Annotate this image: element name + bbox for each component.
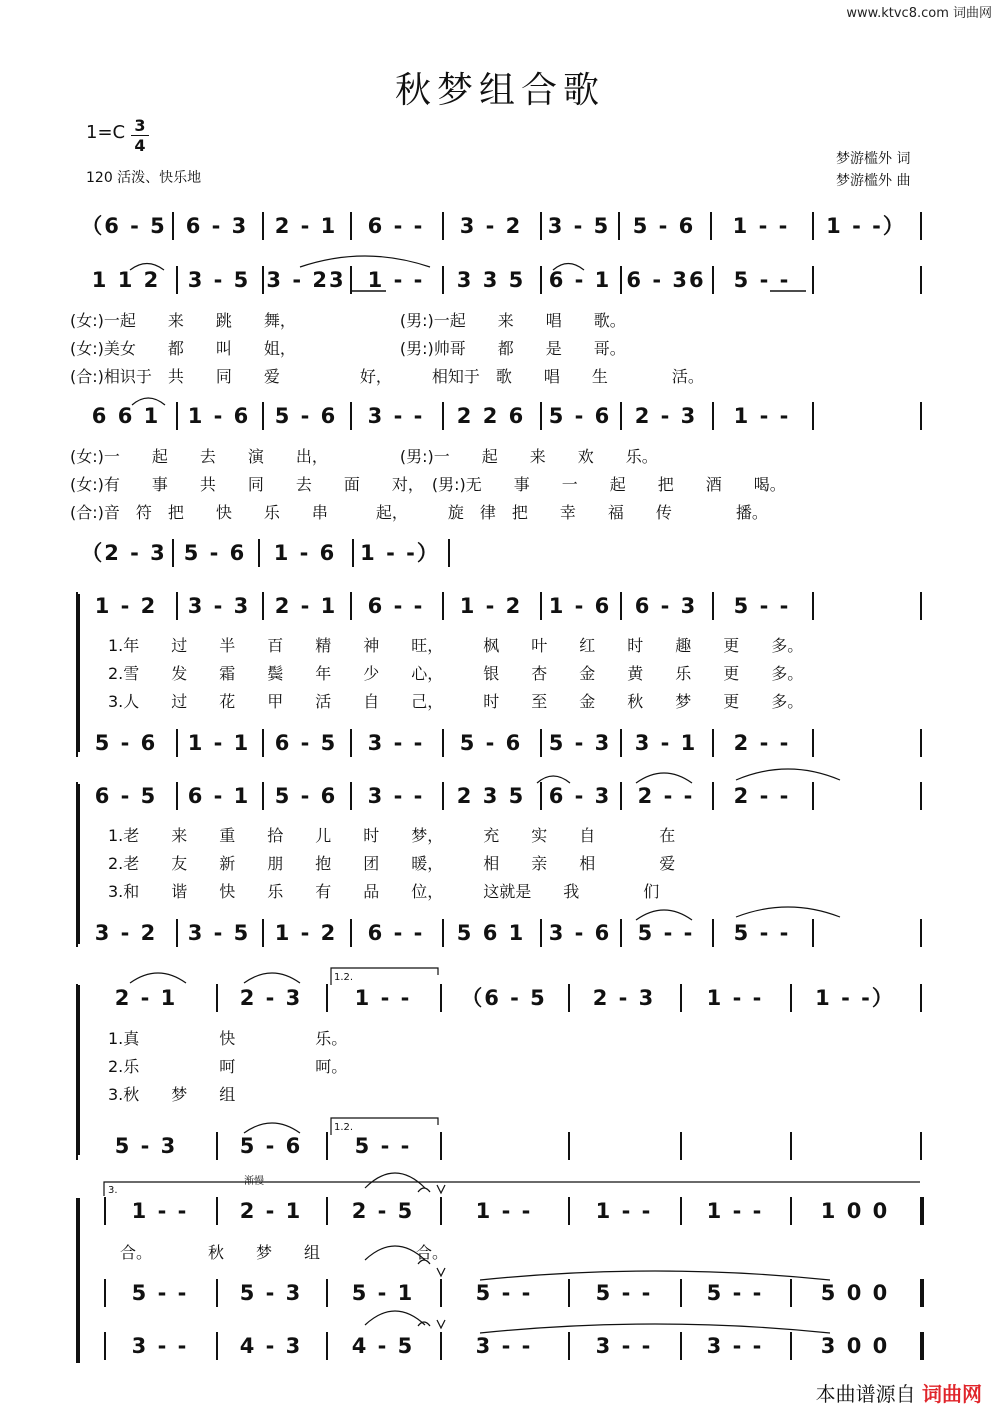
measure: 6 - 36: [626, 268, 706, 292]
ritardando-label: 渐慢: [244, 1176, 264, 1187]
lyrics-verse1-line1: (女:)一起 来 跳 舞， (男:)一起 来 唱 歌。: [70, 311, 626, 330]
volta3-label: 3.: [108, 1185, 118, 1196]
measure: 5 0 0: [820, 1281, 890, 1305]
measure: 1 - -: [733, 404, 791, 428]
measure: 2 - -: [733, 784, 791, 808]
lyrics-chorus2-line3: 3.和 谐 快 乐 有 品 位， 这就是 我 们: [108, 882, 660, 901]
volta-bracket: [331, 968, 438, 985]
tempo-marking: 120 活泼、快乐地: [86, 170, 202, 186]
measure: 3 - 5: [187, 921, 251, 945]
measure: 3 - 5: [547, 214, 611, 238]
measure: 2 2 6: [456, 404, 526, 428]
key-signature: 1=C: [86, 122, 126, 143]
lyrics-verse1-line2: (女:)美女 都 叫 姐， (男:)帅哥 都 是 哥。: [70, 339, 626, 358]
measure: 3 - 2: [459, 214, 523, 238]
measure: 6 - -: [367, 214, 425, 238]
measure: 5 - 6: [239, 1134, 303, 1158]
measure: （2 - 3: [81, 541, 167, 565]
measure: 1 - 6: [548, 594, 612, 618]
measure: 5 - -: [733, 594, 791, 618]
measure: 1 - -: [367, 268, 425, 292]
source-credit: [816, 1378, 982, 1407]
volta-bracket: [104, 1182, 920, 1196]
volta-bracket: [331, 1118, 438, 1135]
measure: 6 6 1: [91, 404, 161, 428]
measure: 2 - 3: [592, 986, 656, 1010]
measure: 3 - -: [131, 1334, 189, 1358]
source-label: 本曲谱源自: [815, 1382, 916, 1406]
measure: （6 - 5: [461, 986, 547, 1010]
measure: 1 0 0: [820, 1199, 890, 1223]
measure: 1 - -: [706, 1199, 764, 1223]
measure: 5 - 6: [183, 541, 247, 565]
volta-label: 1.2.: [334, 972, 354, 983]
measure: 2 - 5: [351, 1199, 415, 1223]
measure: 2 - 1: [239, 1199, 303, 1223]
measure: 2 - -: [733, 731, 791, 755]
slur: [300, 256, 430, 267]
source-site-link[interactable]: 词曲网: [922, 1382, 982, 1406]
measure: 5 - -: [475, 1281, 533, 1305]
measure: 5 - -: [354, 1134, 412, 1158]
lyrics-chorus2-line2: 2.老 友 新 朋 抱 团 暖， 相 亲 相 爱: [108, 854, 676, 873]
measure: 5 - -: [733, 921, 791, 945]
measure: 5 - -: [131, 1281, 189, 1305]
fermata: [418, 1188, 430, 1192]
measure: 3 - 5: [187, 268, 251, 292]
slur: [130, 264, 164, 271]
measure: 1 - -: [732, 214, 790, 238]
lyrics-chorus2-line1: 1.老 来 重 拾 儿 时 梦， 充 实 自 在: [108, 826, 676, 845]
measure: 5 - -: [637, 921, 695, 945]
measure: 1 1 2: [91, 268, 161, 292]
measure: 3 - 3: [187, 594, 251, 618]
breath-mark: [437, 1268, 445, 1276]
measure: 5 - 6: [459, 731, 523, 755]
measure: 6 - 3: [548, 784, 612, 808]
measure: （6 - 5: [81, 214, 167, 238]
lyrics-chorus3-line3: 3.秋 梦 组: [108, 1085, 236, 1104]
measure: 2 - 1: [274, 214, 338, 238]
fermata: [418, 1260, 430, 1264]
measure: 5 - -: [595, 1281, 653, 1305]
measure: 3 - 2: [94, 921, 158, 945]
measure: 5 - 6: [274, 784, 338, 808]
measure: 3 - 23: [266, 268, 346, 292]
measure: 4 - 3: [239, 1334, 303, 1358]
measure: 3 - 1: [634, 731, 698, 755]
measure: 2 - 1: [274, 594, 338, 618]
measure: 5 6 1: [456, 921, 526, 945]
song-title: 秋梦组合歌: [394, 70, 605, 111]
slur: [365, 1311, 425, 1325]
tie: [480, 1324, 830, 1333]
measure: 3 3 5: [456, 268, 526, 292]
breath-mark: [437, 1320, 445, 1328]
slur: [537, 776, 570, 783]
measure: 2 - 3: [634, 404, 698, 428]
lyrics-verse2-line3: (合:)音 符 把 快 乐 串 起， 旋 律 把 幸 福 传 播。: [70, 503, 768, 522]
measure: 6 - 3: [634, 594, 698, 618]
slur: [365, 1173, 425, 1188]
measure: 2 - -: [637, 784, 695, 808]
measure: 1 - 1: [187, 731, 251, 755]
site-watermark: www.ktvc8.com 词曲网: [846, 6, 992, 21]
measure: 5 - -: [706, 1281, 764, 1305]
lyricist-credit: 梦游槛外 词: [836, 151, 911, 167]
measure: 2 - 1: [114, 986, 178, 1010]
measure: 5 - 6: [548, 404, 612, 428]
measure: 1 - -: [354, 986, 412, 1010]
measure: 5 - 3: [548, 731, 612, 755]
measure: 1 - -）: [826, 214, 906, 238]
lyrics-chorus1-line2: 2.雪 发 霜 鬓 年 少 心， 银 杏 金 黄 乐 更 多。: [108, 664, 804, 683]
lyrics-chorus3-line1: 1.真 快 乐。: [108, 1029, 348, 1048]
measure: 6 - -: [367, 921, 425, 945]
lyrics-verse2-line1: (女:)一 起 去 演 出， (男:)一 起 来 欢 乐。: [70, 447, 658, 466]
lyrics-chorus1-line3: 3.人 过 花 甲 活 自 己， 时 至 金 秋 梦 更 多。: [108, 692, 804, 711]
measure: 3 - -: [367, 731, 425, 755]
measure: 3 0 0: [820, 1334, 890, 1358]
measure: 5 - 3: [114, 1134, 178, 1158]
slur: [736, 907, 840, 917]
measure: 6 - 3: [185, 214, 249, 238]
measure: 5 - 6: [94, 731, 158, 755]
measure: 5 - 6: [632, 214, 696, 238]
slur: [132, 398, 165, 405]
time-sig-bottom: 4: [131, 135, 149, 155]
slur: [636, 910, 692, 920]
volta-label: 1.2.: [334, 1122, 354, 1133]
tie: [480, 1271, 830, 1280]
slur: [736, 769, 840, 780]
measure: 1 - -: [475, 1199, 533, 1223]
measure: 1 - 2: [459, 594, 523, 618]
lyrics-chorus1-line1: 1.年 过 半 百 精 神 旺， 枫 叶 红 时 趣 更 多。: [108, 636, 804, 655]
slur: [553, 264, 584, 271]
measure: 5 - 6: [274, 404, 338, 428]
measure: 3 - -: [706, 1334, 764, 1358]
measure: 2 - 3: [239, 986, 303, 1010]
lyrics-verse1-line3: (合:)相识于 共 同 爱 好， 相知于 歌 唱 生 活。: [70, 367, 704, 386]
time-sig-top: 3: [134, 116, 146, 135]
lyrics-chorus3-line2: 2.乐 呵 呵。: [108, 1057, 348, 1076]
measure: 4 - 5: [351, 1334, 415, 1358]
measure: 5 - 1: [351, 1281, 415, 1305]
measure: 3 - 6: [548, 921, 612, 945]
slur: [244, 973, 300, 983]
measure: 6 - -: [367, 594, 425, 618]
measure: 6 - 5: [274, 731, 338, 755]
measure: 2 3 5: [456, 784, 526, 808]
lyrics-verse2-line2: (女:)有 事 共 同 去 面 对， (男:)无 事 一 起 把 酒 喝。: [70, 475, 786, 494]
measure: 1 - 2: [274, 921, 338, 945]
measure: 6 - 5: [94, 784, 158, 808]
measure: 3 - -: [595, 1334, 653, 1358]
measure: 1 - -: [595, 1199, 653, 1223]
measure: 1 - 6: [187, 404, 251, 428]
measure: 1 - -: [706, 986, 764, 1010]
slur: [365, 1246, 425, 1260]
slur: [636, 773, 692, 783]
measure: 3 - -: [475, 1334, 533, 1358]
composer-credit: 梦游槛外 曲: [836, 173, 911, 189]
lyrics-ending: 合。 秋 梦 组 合。: [120, 1243, 449, 1262]
measure: 6 - 1: [187, 784, 251, 808]
measure: 1 - -）: [815, 986, 895, 1010]
measure: 1 - 2: [94, 594, 158, 618]
measure: 5 - -: [733, 268, 791, 292]
measure: 1 - -）: [360, 541, 440, 565]
measure: 1 - 6: [273, 541, 337, 565]
breath-mark: [437, 1185, 445, 1193]
slur: [130, 973, 186, 983]
measure: 6 - 1: [548, 268, 612, 292]
measure: 3 - -: [367, 784, 425, 808]
measure: 5 - 3: [239, 1281, 303, 1305]
measure: 1 - -: [131, 1199, 189, 1223]
slur: [244, 1123, 300, 1133]
measure: 3 - -: [367, 404, 425, 428]
